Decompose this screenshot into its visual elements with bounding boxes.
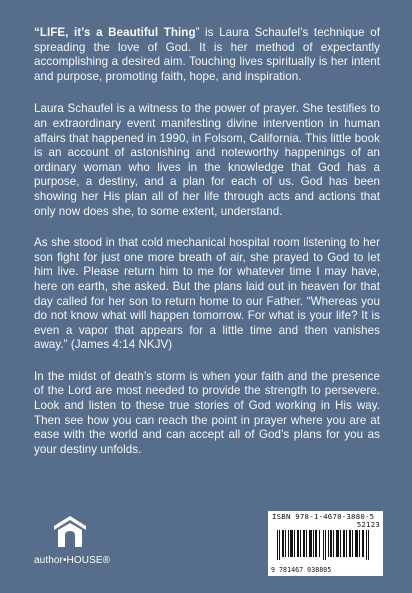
isbn-barcode <box>268 511 383 576</box>
isbn-number: ISBN 978-1-4670-3880-5 <box>272 512 375 521</box>
publisher-name: author•HOUSE® <box>34 555 111 566</box>
hospital-paragraph: As she stood in that cold mechanical hospital room listening to her son fight for just one more breath of air, she prayed to God to let him live. Please return him to me for whatever time I may have, here on earth, she asked. But the plans laid out in heaven for that day called for her son to return home to our Father. “Whereas you do not know what will happen tomorrow. For what is your life? It is even a vapor that appears for a little time and then vanishes away.” (James 4:14 NKJV) <box>34 236 380 352</box>
barcode-bars <box>272 522 380 567</box>
authorhouse-logo-icon <box>52 514 88 550</box>
price-code: 52123 <box>356 520 380 529</box>
intro-paragraph <box>34 26 380 84</box>
publisher-block <box>34 514 116 574</box>
intro-paragraph-text: ” is Laura Schaufel’s technique of spreading the love of God. It is her method of expectantly accomplishing a desired aim. Touching lives spiritually is her intent and purpose, promoting faith, hope, and inspiration. <box>34 26 380 83</box>
book-title-bold: “LIFE, it’s a Beautiful Thing <box>34 26 196 39</box>
witness-paragraph: Laura Schaufel is a witness to the power of prayer. She testifies to an extraordinary event manifesting divine intervention in human affairs that happened in 1990, in Folsom, California. This little book is an account of astonishing and noteworthy happenings of an ordinary woman who lives in the knowledge that God has a purpose, a destiny, and a plan for each of us. God has been showing her His plan all of her life through acts and actions that only now does she, to some extent, understand. <box>34 102 380 218</box>
faith-paragraph: In the midst of death’s storm is when your faith and the presence of the Lord are most needed to provide the strength to persevere. Look and listen to these true stories of God working in His way. Then see how you can reach the point in prayer where you are at ease with the world and can accept all of God’s plans for you as your destiny unfolds. <box>34 369 380 456</box>
description-text <box>34 26 380 474</box>
barcode-digits: 9 781467 038805 <box>271 566 332 574</box>
